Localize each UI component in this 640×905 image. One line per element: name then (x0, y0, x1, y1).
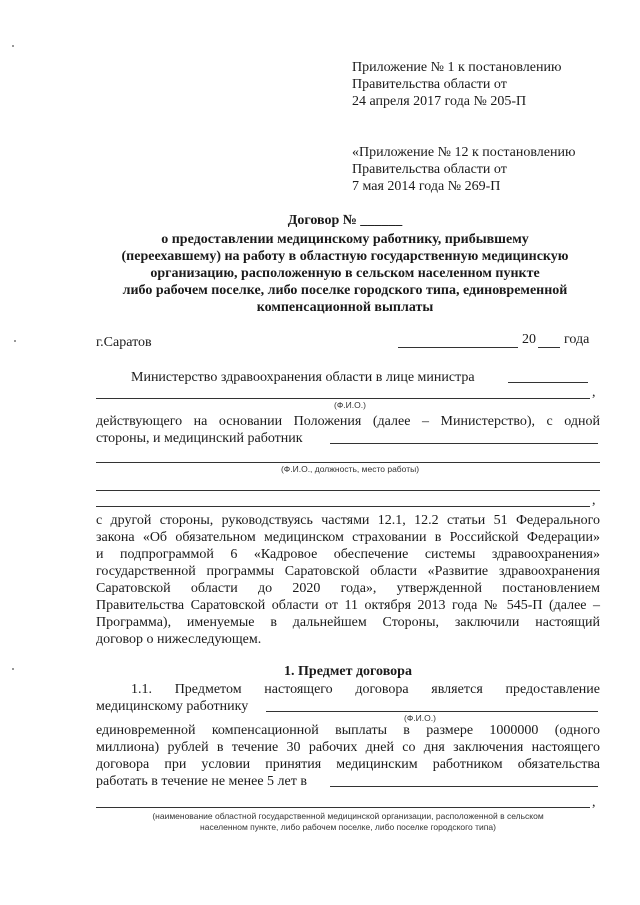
scan-speck (12, 45, 14, 47)
section-line: единовременной компенсационной выплаты в размере 1000000 (одного (96, 723, 600, 738)
appendix-line: Правительства области от (352, 162, 507, 177)
appendix-line: Правительства области от (352, 77, 507, 92)
worker-info-blank-2 (96, 490, 600, 491)
organization-blank-2 (96, 807, 590, 808)
organization-caption: (наименование областной государственной медицинской организации, расположенной в сельском (152, 811, 544, 821)
worker-name-blank (266, 711, 598, 712)
ministry-text: Министерство здравоохранения области в лице министра (131, 370, 475, 385)
scan-speck (14, 340, 16, 342)
section-line: работать в течение не менее 5 лет в (96, 774, 307, 789)
year-blank (538, 347, 560, 348)
title-line: компенсационной выплаты (256, 300, 434, 315)
section-heading: 1. Предмет договора (284, 664, 412, 679)
section-line: миллиона) рублей в течение 30 рабочих дней со дня заключения настоящего (96, 740, 600, 755)
comma: , (592, 385, 596, 400)
title-line: организацию, расположенную в сельском населенном пункте (150, 266, 540, 281)
worker-info-blank-3 (96, 506, 590, 507)
body-line: Программа), именуемые в дальнейшем Стороны, заключили настоящий (96, 615, 600, 630)
body-line-last: договор о нижеследующем. (96, 632, 262, 647)
worker-info-blank (96, 462, 600, 463)
section-line: 1.1. Предметом настоящего договора является предоставление (131, 682, 600, 697)
appendix-line: 24 апреля 2017 года № 205-П (352, 94, 527, 109)
section-line: договора при условии принятия медицинским работником обязательства (96, 757, 600, 772)
fio-position-caption: (Ф.И.О., должность, место работы) (280, 464, 420, 474)
appendix-line: «Приложение № 12 к постановлению (352, 145, 576, 160)
worker-blank (330, 443, 598, 444)
year-prefix: 20 (522, 332, 536, 347)
body-line: закона «Об обязательном медицинском страховании в Российской Федерации» (96, 530, 600, 545)
city: г.Саратов (96, 335, 152, 350)
year-suffix: года (564, 332, 590, 347)
contract-title: Договор № ______ (287, 213, 403, 228)
comma: , (592, 795, 596, 810)
scan-speck (12, 668, 14, 670)
title-line: либо рабочем поселке, либо поселке городского типа, единовременной (122, 283, 568, 298)
title-line: (переехавшему) на работу в областную государственную медицинскую (121, 249, 569, 264)
comma: , (592, 493, 596, 508)
body-line: Правительства Саратовской области от 11 октября 2013 года № 545-П (далее – (96, 598, 600, 613)
title-line: о предоставлении медицинскому работнику, прибывшему (161, 232, 529, 247)
body-line: с другой стороны, руководствуясь частями 12.1, 12.2 статьи 51 Федерального (96, 513, 600, 528)
organization-caption: населенном пункте, либо рабочем поселке, либо поселке городского типа) (200, 822, 496, 832)
minister-blank (508, 382, 588, 383)
fio-caption: (Ф.И.О.) (404, 713, 436, 723)
body-line: и подпрограммой 6 «Кадровое обеспечение системы здравоохранения» (96, 547, 600, 562)
intro-line: действующего на основании Положения (далее – Министерство), с одной (96, 414, 600, 429)
minister-name-blank (96, 398, 590, 399)
fio-caption: (Ф.И.О.) (334, 400, 366, 410)
appendix-line: 7 мая 2014 года № 269-П (352, 179, 501, 194)
appendix-line: Приложение № 1 к постановлению (352, 60, 562, 75)
intro-line: стороны, и медицинский работник (96, 431, 303, 446)
section-line: медицинскому работнику (96, 699, 249, 714)
body-line: Саратовской области до 2020 года», утвержденной постановлением (96, 581, 600, 596)
body-line: государственной программы Саратовской области «Развитие здравоохранения (96, 564, 600, 579)
organization-blank (330, 786, 598, 787)
date-blank (398, 347, 518, 348)
